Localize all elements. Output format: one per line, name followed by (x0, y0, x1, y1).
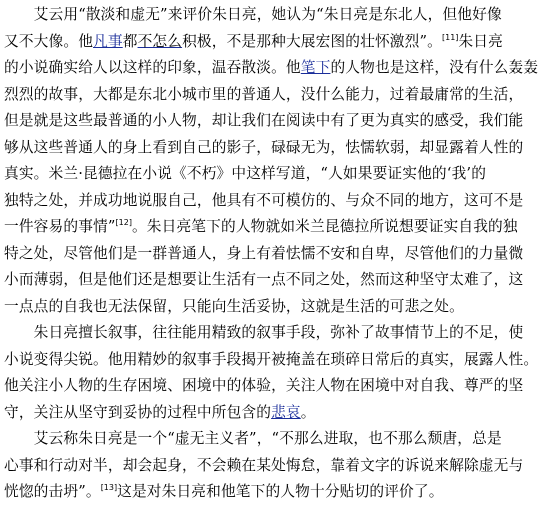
text-run: 真实。米兰·昆德拉在小说《不朽》中这样写道，“人如果要证实他的‘我’的 (4, 165, 487, 182)
text-run: 朱日亮 (458, 32, 503, 50)
text-line (4, 453, 524, 480)
underlined-term: 悲哀 (271, 403, 301, 421)
underlined-term: 不怎么 (137, 32, 183, 50)
text-run: 的人物也是这样，没有什么轰轰 (330, 59, 538, 76)
text-line (4, 267, 524, 294)
text-run: 朱日亮擅长叙事，往往能用精致的叙事手段，弥补了故事情节上的不足，使 (4, 324, 524, 341)
text-line (4, 479, 466, 506)
text-run: 一件容易的事情” (4, 218, 116, 235)
text-line (4, 161, 487, 188)
text-run: 他关注小人物的生存困境、困境中的体验，关注人物在困境中对自我、尊严的坚 (4, 377, 524, 394)
text-run: 特之处，尽管他们是一群普通人，身上有着怯懦不安和自卑，尽管他们的力量微 (4, 244, 524, 262)
text-line (4, 294, 466, 321)
text-run: 烈烈的故事，大都是东北小城市里的普通人，没什么能力，过着最庸常的生活， (4, 85, 524, 103)
text-run: 恍惚的击坍”。 (4, 483, 101, 500)
text-run: 守，关注从坚守到妥协的过程中所包含的 (4, 403, 272, 421)
text-line (4, 214, 518, 241)
text-line (4, 108, 524, 135)
underlined-term: 凡事 (93, 32, 123, 50)
text-line (4, 241, 524, 268)
footnote-ref: [13] (100, 483, 118, 493)
footnote-ref: [11] (441, 32, 459, 42)
text-line (4, 135, 524, 162)
text-line (4, 2, 502, 29)
text-run: 够从这些普通人的身上看到自己的影子，碌碌无为，怯懦软弱，却显露着人性的 (4, 138, 524, 156)
text-line (4, 82, 524, 109)
text-line (4, 320, 524, 347)
text-run: 艾云称朱日亮是一个“虚无主义者”，“不那么进取，也不那么颓唐，总是 (4, 430, 502, 447)
text-line (4, 55, 538, 82)
text-run: 但是就是这些最普通的小人物，却让我们在阅读中有了更为真实的感受，我们能 (4, 112, 524, 129)
paragraph (4, 2, 538, 320)
text-run: 。 (300, 403, 316, 421)
text-line (4, 373, 524, 400)
text-run: 艾云用“散淡和虚无”来评价朱日亮，她认为“朱日亮是东北人，但他好像 (4, 6, 502, 23)
underlined-term: 笔下 (300, 59, 331, 76)
text-run: 心事和行动对半，却会起身，不会赖在某处悔怠，靠着文字的诉说来解除虚无与 (4, 456, 524, 474)
text-run: 的小说确实给人以这样的印象，温吞散淡。他 (4, 59, 301, 76)
text-line (4, 29, 503, 56)
text-run: 积极，不是那种大展宏图的壮怀激烈”。 (182, 32, 442, 50)
text-run: 都 (122, 32, 138, 50)
text-line (4, 400, 466, 427)
text-line (4, 426, 502, 453)
text-run: 小而薄弱，但是他们还是想要让生活有一点不同之处，然而这种坚守太难了，这 (4, 271, 524, 288)
text-run: 又不大像。他 (4, 32, 94, 50)
text-run: 小说变得尖锐。他用精妙的叙事手段揭开被掩盖在琐碎日常后的真实，展露人性。 (4, 350, 538, 368)
text-run: 这是对朱日亮和他笔下的人物十分贴切的评价了。 (117, 483, 444, 500)
text-line (4, 188, 524, 215)
paragraph (4, 320, 538, 426)
text-run: 。朱日亮笔下的人物就如米兰昆德拉所说想要证实自我的独 (131, 218, 518, 235)
text-run: 一点点的自我也无法保留，只能向生活妥协，这就是生活的可悲之处。 (4, 297, 464, 315)
text-run: 独特之处，并成功地说服自己，他具有不可模仿的、与众不同的地方，这可不是 (4, 191, 524, 209)
footnote-ref: [12] (115, 218, 132, 228)
text-line (4, 347, 538, 374)
paragraph (4, 426, 524, 506)
